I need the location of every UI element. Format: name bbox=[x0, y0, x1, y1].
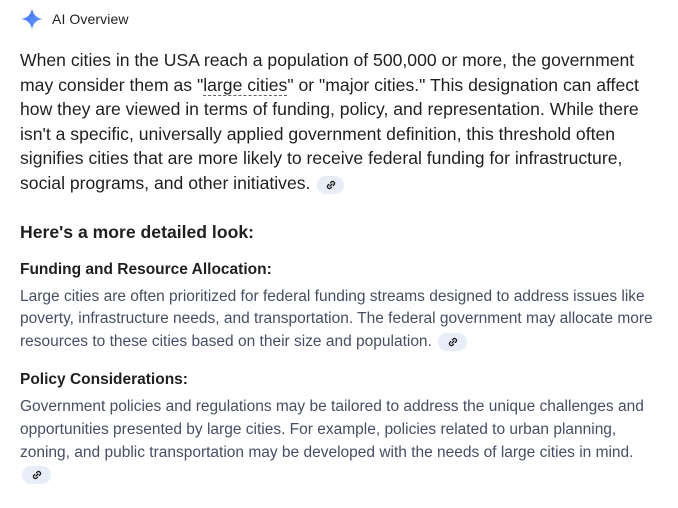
link-icon bbox=[447, 336, 459, 348]
policy-source-link-button[interactable] bbox=[22, 466, 51, 484]
ai-overview-panel bbox=[0, 8, 678, 508]
lead-text-before: When cities in the USA reach a population of 500,000 or more, the government may consider them as bbox=[20, 50, 635, 95]
lead-quote-open: " bbox=[197, 74, 204, 95]
link-icon bbox=[325, 179, 337, 191]
lead-text-after: " or "major cities." This designation can affect how they are viewed in terms of funding, policy, and representation. While there isn't a specific, universally applied government definition, this threshold often signifies cities that are more likely to receive federal funding for infrastructure, social programs, and other initiatives. bbox=[20, 74, 639, 193]
sparkle-icon bbox=[20, 7, 44, 31]
ai-overview-title: AI Overview bbox=[52, 11, 129, 27]
section-heading-funding: Funding and Resource Allocation: bbox=[20, 260, 272, 278]
ai-overview-header bbox=[20, 8, 658, 30]
large-cities-term-link[interactable]: large cities bbox=[203, 74, 288, 95]
section-heading-policy: Policy Considerations: bbox=[20, 371, 188, 389]
section-text-policy bbox=[20, 396, 658, 486]
section-text-policy-content: Government policies and regulations may be tailored to address the unique challenges and opportunities presented by large cities. For example, policies related to urban planning, zoning, and public transportation may be developed with the needs of large cities in mind. bbox=[20, 398, 644, 461]
detail-heading: Here's a more detailed look: bbox=[20, 221, 254, 242]
overview-lead-paragraph bbox=[20, 48, 658, 196]
lead-source-link-button[interactable] bbox=[317, 176, 344, 194]
section-text-funding-content: Large cities are often prioritized for federal funding streams designed to address issues like poverty, infrastructure needs, and transportation. The federal government may allocate more resources to these cities based on their size and population. bbox=[20, 287, 653, 350]
funding-source-link-button[interactable] bbox=[438, 333, 467, 351]
link-icon bbox=[31, 469, 43, 481]
section-text-funding bbox=[20, 286, 658, 354]
